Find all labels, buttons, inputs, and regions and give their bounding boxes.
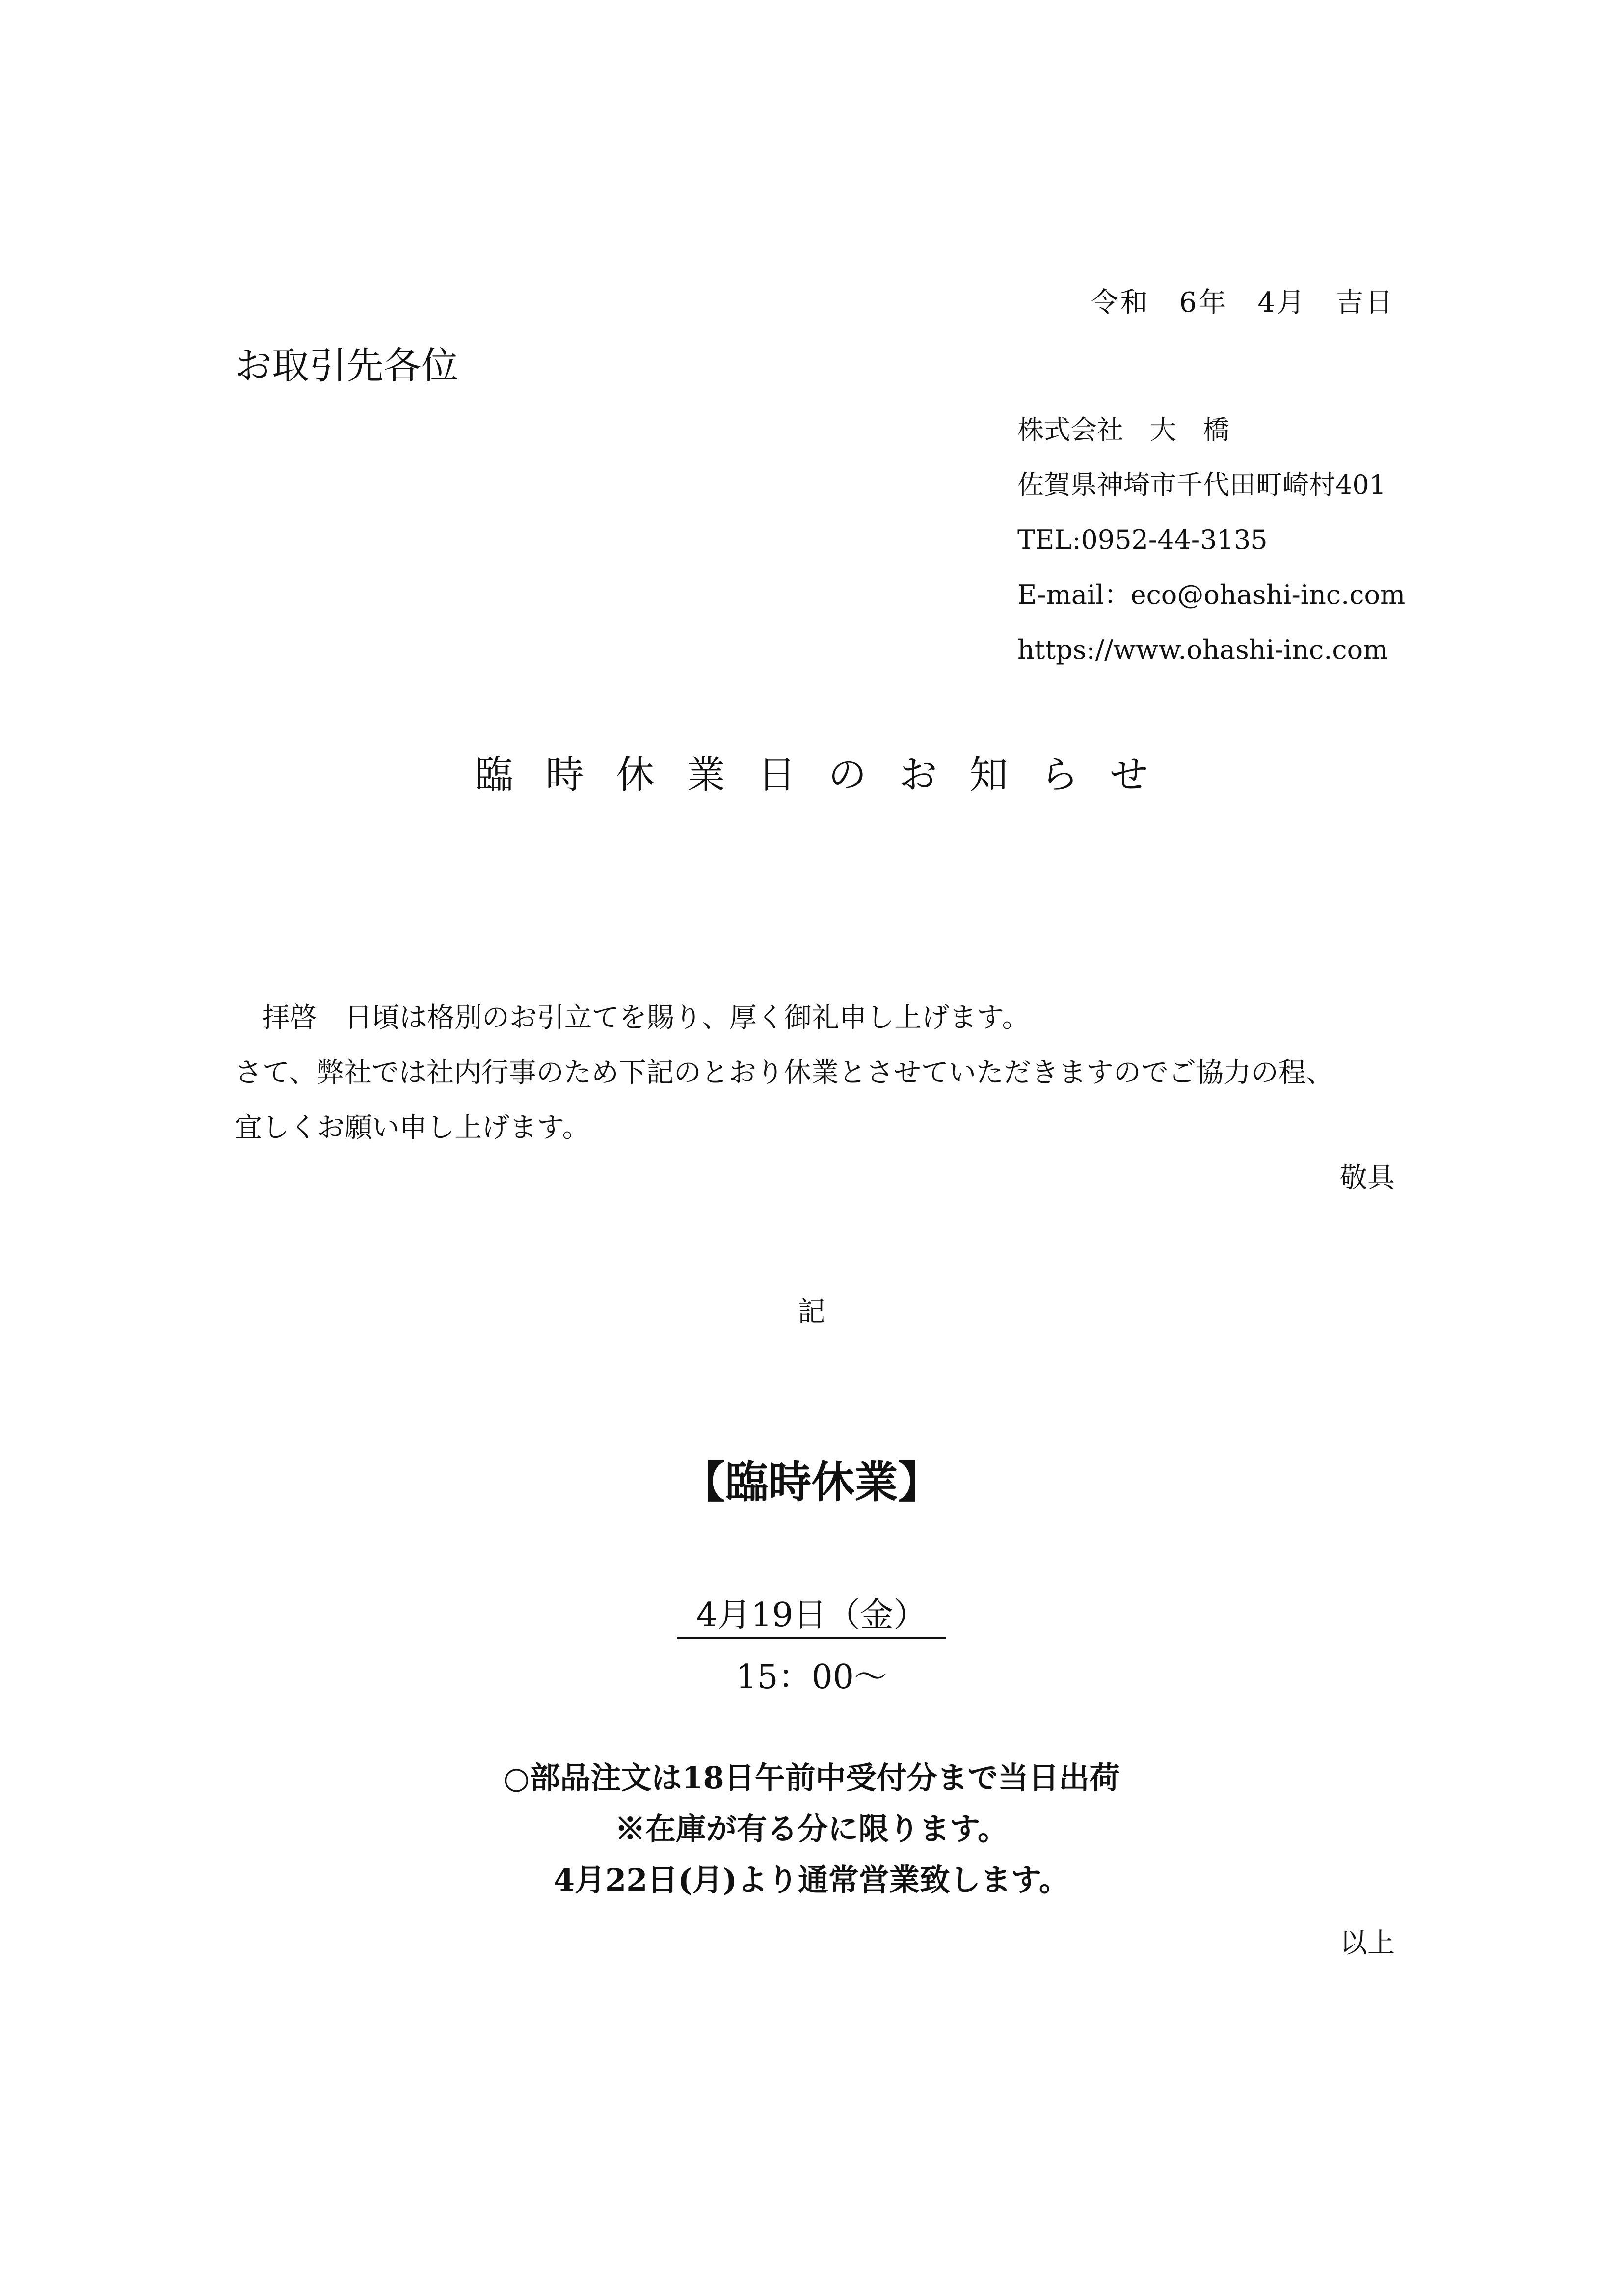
sender-url: https://www.ohashi-inc.com <box>1017 634 1388 665</box>
body-line-3: 宜しくお願い申し上げます。 <box>235 1112 590 1144</box>
closure-date <box>0 1589 1623 1636</box>
document-title: 臨時休業日のお知らせ <box>475 753 1181 797</box>
sender-company: 株式会社 大 橋 <box>1017 414 1229 445</box>
notice-heading: 【臨時休業】 <box>682 1457 941 1508</box>
closure-date-text: 4月19日（金） <box>677 1596 947 1639</box>
document-date: 令和 6年 4月 吉日 <box>1091 287 1395 319</box>
sender-address: 佐賀県神埼市千代田町崎村401 <box>1017 469 1386 500</box>
body-line-2: さて、弊社では社内行事のため下記のとおり休業とさせていただきますのでご協力の程、 <box>235 1057 1333 1089</box>
notes-block <box>0 1753 1623 1906</box>
body-text <box>235 991 1333 1156</box>
note-order-cutoff: ○部品注文は18日午前中受付分まで当日出荷 <box>503 1760 1120 1796</box>
end-mark: 以上 <box>1340 1927 1395 1959</box>
closure-time: 15：00〜 <box>735 1658 888 1697</box>
body-line-1: 拝啓 日頃は格別のお引立てを賜り、厚く御礼申し上げます。 <box>262 1002 1030 1034</box>
ki-marker: 記 <box>798 1296 825 1328</box>
note-resume-date: 4月22日(月)より通常営業致します。 <box>553 1862 1070 1898</box>
closing-keigu: 敬具 <box>1340 1162 1395 1194</box>
addressee: お取引先各位 <box>235 344 458 387</box>
sender-block <box>1017 403 1405 677</box>
sender-email: E-mail：eco@ohashi-inc.com <box>1017 579 1406 610</box>
sender-tel: TEL:0952-44-3135 <box>1017 524 1268 555</box>
note-stock-limit: ※在庫が有る分に限ります。 <box>614 1811 1009 1847</box>
